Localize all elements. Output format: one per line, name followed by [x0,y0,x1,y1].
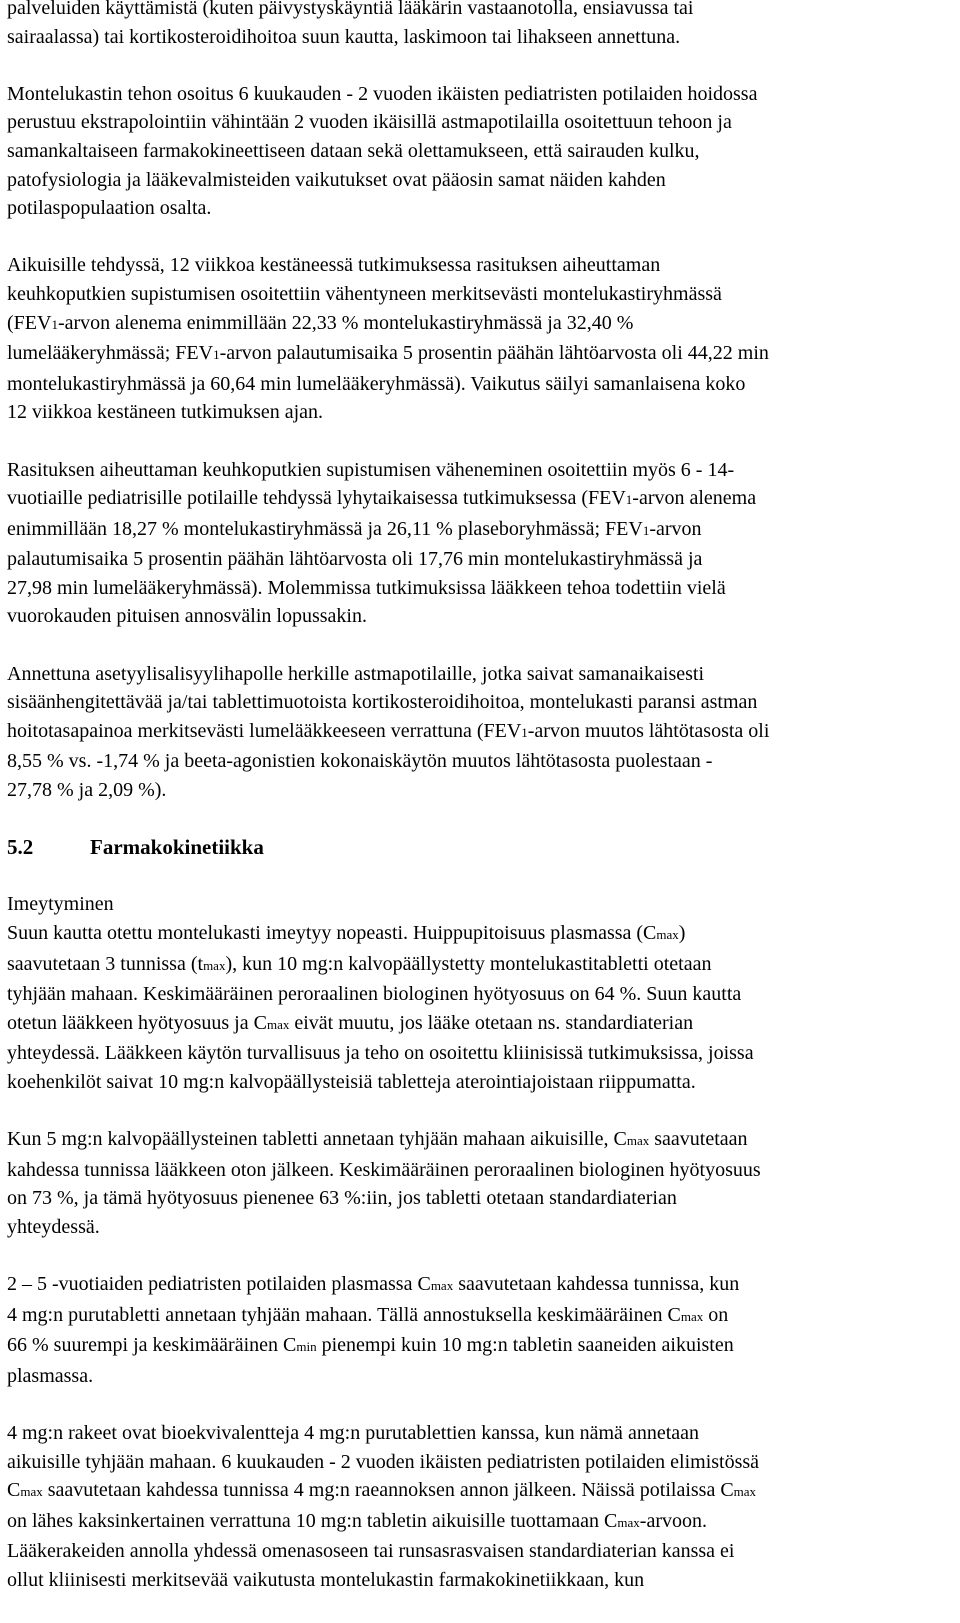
text-line: on 73 %, ja tämä hyötyosuus pienenee 63 %:iin, jos tabletti otetaan standardiaterian [7,1187,677,1210]
text-fragment: 2 – 5 -vuotiaiden pediatristen potilaiden plasmassa C [7,1273,431,1296]
text-fragment: -arvoon. [639,1509,707,1532]
subscript: 1 [213,347,220,363]
text-line [7,1476,957,1507]
paragraph-pediatric-extrapolation [7,80,957,223]
paragraph-pediatric-exercise-study [7,456,957,632]
text-line: kahdessa tunnissa lääkkeen oton jälkeen. Keskimääräinen peroraalinen biologinen hyötyosuus [7,1158,761,1181]
text-fragment: hoitotasapainoa merkitsevästi lumelääkkeeseen verrattuna (FEV [7,719,522,742]
paragraph-granules [7,1419,957,1595]
text-line [7,919,957,950]
text-line: Rasituksen aiheuttaman keuhkoputkien supistumisen väheneminen osoitettiin myös 6 - 14- [7,458,735,481]
text-fragment: ), kun 10 mg:n kalvopäällystetty montelukastitabletti otetaan [225,952,712,975]
text-line: 12 viikkoa kestäneen tutkimuksen ajan. [7,401,324,424]
text-line: 27,78 % ja 2,09 %). [7,779,167,802]
paragraph-efficacy-continuation [7,0,957,51]
text-fragment: Kun 5 mg:n kalvopäällysteinen tabletti annetaan tyhjään mahaan aikuisille, C [7,1128,627,1151]
document-page [7,0,957,1623]
text-line [7,1331,957,1362]
text-fragment: (FEV [7,311,52,334]
text-line [7,1009,957,1040]
subscript: max [203,957,226,973]
subscript: max [430,1278,454,1294]
section-title: Farmakokinetiikka [90,835,264,860]
text-line [7,339,957,370]
text-fragment: enimmillään 18,27 % montelukastiryhmässä ja 26,11 % plaseboryhmässä; FEV [7,517,643,540]
text-line: Aikuisille tehdyssä, 12 viikkoa kestäneessä tutkimuksessa rasituksen aiheuttaman [7,254,661,277]
text-line [7,484,957,515]
subscript: max [626,1133,650,1149]
text-fragment: ) [678,922,686,944]
text-line: 27,98 min lumelääkeryhmässä). Molemmissa tutkimuksissa lääkkeen tehoa todettiin vielä [7,576,726,599]
text-fragment: -arvon muutos lähtötasosta oli [527,719,770,742]
subscript: max [266,1016,290,1032]
text-fragment: saavutetaan [649,1128,748,1151]
text-fragment: 4 mg:n purutabletti annetaan tyhjään mahaan. Tällä annostuksella keskimääräinen C [7,1303,681,1326]
subscript: 1 [521,724,528,740]
text-fragment: saavutetaan kahdessa tunnissa, kun [453,1273,740,1296]
text-line: palautumisaika 5 prosentin päähän lähtöarvosta oli 17,76 min montelukastiryhmässä ja [7,548,703,571]
text-fragment: on lähes kaksinkertainen verrattuna 10 mg:n tabletin aikuisille tuottamaan C [7,1509,618,1532]
text-line: Annettuna asetyylisalisyylihapolle herkille astmapotilaille, jotka saivat samanaikaisesti [7,662,705,685]
text-line: sairaalassa) tai kortikosteroidihoitoa suun kautta, laskimoon tai lihakseen annettuna. [7,25,681,48]
text-line: palveluiden käyttämistä (kuten päivystyskäyntiä lääkärin vastaanotolla, ensiavussa tai [7,0,694,19]
subscript: 1 [51,316,58,332]
text-line: sisäänhengitettävää ja/tai tablettimuotoista kortikosteroidihoitoa, montelukasti paransi astman [7,691,758,714]
subscript: 1 [642,522,650,538]
text-fragment: saavutetaan kahdessa tunnissa 4 mg:n raeannoksen annon jälkeen. Näissä potilaissa C [42,1479,734,1502]
text-line [7,1301,957,1332]
text-fragment: otetun lääkkeen hyötyosuus ja C [7,1011,267,1034]
paragraph-aspirin-sensitive [7,660,957,805]
text-line: Montelukastin tehon osoitus 6 kuukauden - 2 vuoden ikäisten pediatristen potilaiden hoidossa [7,82,758,105]
text-fragment: -arvon alenema enimmillään 22,33 % montelukastiryhmässä ja 32,40 % [57,311,634,334]
text-line: aikuisille tyhjään mahaan. 6 kuukauden - 2 vuoden ikäisten pediatristen potilaiden elimistössä [7,1450,760,1473]
text-fragment: C [7,1479,21,1502]
text-fragment: lumelääkeryhmässä; FEV [7,342,214,365]
subscript: max [733,1484,757,1500]
subscript: min [296,1339,317,1355]
text-line: yhteydessä. [7,1215,100,1238]
text-line: yhteydessä. Lääkkeen käytön turvallisuus ja teho on osoitettu kliinisissä tutkimuksissa, joissa [7,1042,754,1065]
text-line: 4 mg:n rakeet ovat bioekvivalentteja 4 mg:n purutablettien kanssa, kun nämä annetaan [7,1422,700,1445]
text-line: tyhjään mahaan. Keskimääräinen peroraalinen biologinen hyötyosuus on 64 %. Suun kautta [7,983,742,1006]
text-line: ollut kliinisesti merkitsevää vaikutusta montelukastin farmakokinetiikkaan, kun [7,1569,645,1592]
text-line [7,717,957,748]
text-line: potilaspopulaation osalta. [7,197,212,220]
text-fragment: -arvon alenema [632,487,757,510]
section-number: 5.2 [7,835,34,860]
text-line [7,1270,957,1301]
subscript: 1 [625,492,633,508]
text-fragment: -arvon palautumisaika 5 prosentin päähän lähtöarvosta oli 44,22 min [219,342,769,365]
text-line: montelukastiryhmässä ja 60,64 min lumelääkeryhmässä). Vaikutus säilyi samanlaisena koko [7,372,746,395]
text-line: keuhkoputkien supistumisen osoitettiin vähentyneen merkitsevästi montelukastiryhmässä [7,282,722,305]
text-fragment: pienempi kuin 10 mg:n tabletin saaneiden aikuisten [316,1334,734,1357]
paragraph-adult-exercise-study [7,251,957,427]
subscript: max [656,927,679,942]
text-line: vuorokauden pituisen annosvälin lopussakin. [7,605,367,628]
section-heading [7,833,957,862]
text-fragment: Suun kautta otettu montelukasti imeytyy nopeasti. Huippupitoisuus plasmassa (C [7,922,657,944]
subscript: max [617,1514,640,1530]
text-line: Lääkerakeiden annolla yhdessä omenasoseen tai runsasrasvaisen standardiaterian kanssa ei [7,1540,735,1563]
subscript: max [680,1308,704,1324]
text-line [7,309,957,340]
text-fragment: saavutetaan 3 tunnissa (t [7,952,204,975]
text-line: 8,55 % vs. -1,74 % ja beeta-agonistien kokonaiskäytön muutos lähtötasosta puolestaan - [7,750,713,773]
paragraph-pediatric-2-5 [7,1270,957,1390]
text-line [7,515,957,546]
text-line: plasmassa. [7,1364,94,1387]
text-fragment: 66 % suurempi ja keskimääräinen C [7,1334,297,1357]
paragraph-5mg-tablet [7,1125,957,1241]
text-fragment: on [703,1303,729,1326]
text-line [7,1125,957,1156]
text-line: patofysiologia ja lääkevalmisteiden vaikutukset ovat pääosin samat näiden kahden [7,168,666,191]
text-fragment: -arvon [649,517,702,540]
text-line: perustuu ekstrapolointiin vähintään 2 vuoden ikäisillä astmapotilailla osoitettuun tehoon ja [7,111,732,134]
text-line [7,950,957,981]
paragraph-absorption [7,919,957,1097]
subscript: max [20,1484,43,1500]
subheading-absorption: Imeytyminen [7,893,114,916]
text-fragment: vuotiaille pediatrisille potilaille tehdyssä lyhytaikaisessa tutkimuksessa (FEV [7,487,626,510]
text-line: koehenkilöt saivat 10 mg:n kalvopäällysteisiä tabletteja aterointiajoistaan riippumatta. [7,1070,696,1093]
text-line: samankaltaiseen farmakokineettiseen dataan sekä olettamukseen, että sairauden kulku, [7,139,700,162]
text-fragment: eivät muutu, jos lääke otetaan ns. standardiaterian [289,1011,694,1034]
text-line [7,1507,957,1538]
